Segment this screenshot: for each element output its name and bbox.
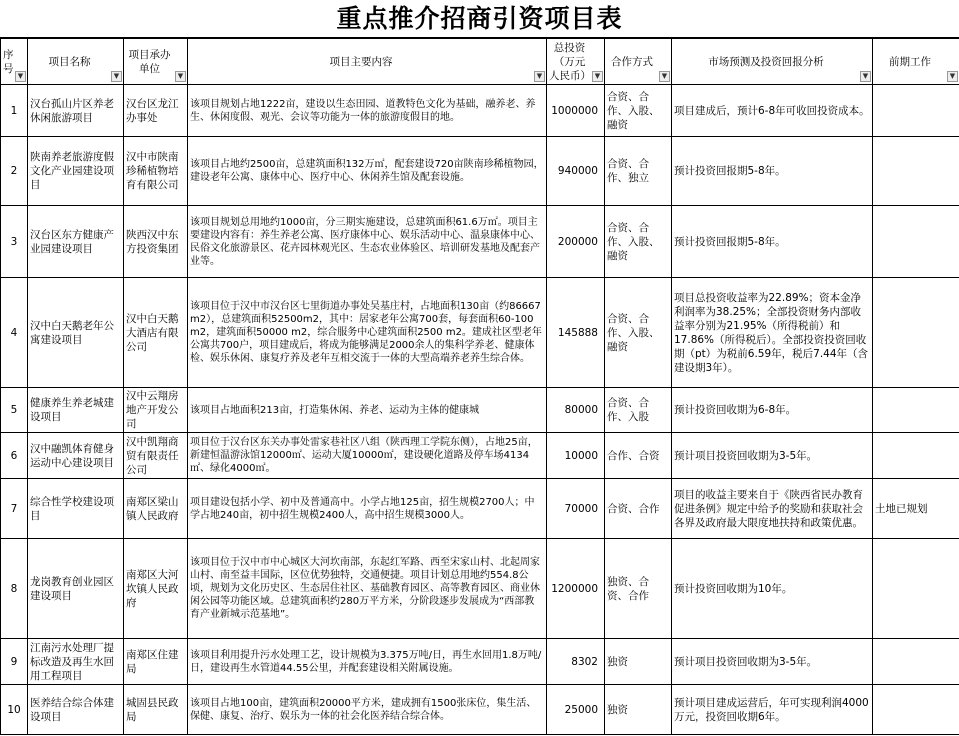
cell-no[interactable]: 10 [1,685,28,735]
cell-org[interactable]: 城固县民政局 [124,685,188,735]
filter-dropdown-icon[interactable]: ▼ [175,71,186,82]
cell-prep[interactable] [873,85,959,137]
cell-invest[interactable]: 1200000 [547,539,605,639]
cell-mode[interactable]: 合资、合作 [605,479,672,539]
cell-analysis[interactable]: 预计投资回报期5-8年。 [672,137,873,206]
table-row [1,639,959,685]
cell-content[interactable]: 项目位于汉台区东关办事处雷家巷社区八组（陕西理工学院东侧），占地25亩，新建恒温游泳馆12000㎡、运动大厦10000㎡，建设硬化道路及停车场4134㎡、绿化4000㎡。 [188,433,547,479]
cell-invest[interactable]: 25000 [547,685,605,735]
cell-name[interactable]: 健康养生养老城建设项目 [28,388,124,433]
cell-mode[interactable]: 合资、合作、入股、融资 [605,206,672,278]
filter-dropdown-icon[interactable]: ▼ [534,71,545,82]
cell-content[interactable]: 该项目占地100亩，建筑面积20000平方米，建成拥有1500张床位，集生活、保健、康复、治疗、娱乐为一体的社会化医养结合综合体。 [188,685,547,735]
cell-no[interactable]: 8 [1,539,28,639]
cell-no[interactable]: 7 [1,479,28,539]
cell-invest[interactable]: 8302 [547,639,605,685]
cell-content[interactable]: 该项目利用提升污水处理工艺，设计规模为3.375万吨/日，再生水回用1.8万吨/日，建设再生水管道44.55公里，并配套建设相关附属设施。 [188,639,547,685]
cell-mode[interactable]: 合资、合作、入股、融资 [605,278,672,388]
cell-name[interactable]: 汉中融凯体育健身运动中心建设项目 [28,433,124,479]
cell-prep[interactable] [873,278,959,388]
cell-content[interactable]: 该项目位于汉中市汉台区七里街道办事处吴基庄村，占地面积130亩（约86667 m2），总建筑面积52500m2，其中：居家老年公寓700套，每套面积60-100 m2，建筑面积50000 m2，综合服务中心建筑面积2500 m2。建成社区型老年公寓共700户，项目建成后，将成为能够满足2000余人的集科学养老、健康体检、娱乐休闲、康复疗养及老年互相交流于一体的大型高端养老养生综合体。 [188,278,547,388]
page-title: 重点推介招商引资项目表 [0,0,959,38]
cell-analysis[interactable]: 项目的收益主要来自于《陕西省民办教育促进条例》规定中给予的奖励和获取社会各界及政府最大限度地扶持和政策优惠。 [672,479,873,539]
cell-invest[interactable]: 145888 [547,278,605,388]
table-row [1,433,959,479]
cell-org[interactable]: 南郑区梁山镇人民政府 [124,479,188,539]
col-header-analysis: 市场预测及投资回报分析 ▼ [672,39,873,85]
cell-name[interactable]: 汉台区东方健康产业园建设项目 [28,206,124,278]
col-header-invest: 总投资（万元人民币） ▼ [547,39,605,85]
table-row [1,206,959,278]
cell-mode[interactable]: 合作、合资 [605,433,672,479]
cell-content[interactable]: 项目建设包括小学、初中及普通高中。小学占地125亩，招生规模2700人；中学占地240亩，初中招生规模2400人，高中招生规模3000人。 [188,479,547,539]
table-row [1,278,959,388]
cell-invest[interactable]: 200000 [547,206,605,278]
cell-name[interactable]: 医养结合综合体建设项目 [28,685,124,735]
cell-org[interactable]: 汉中白天鹅大酒店有限公司 [124,278,188,388]
cell-org[interactable]: 南郑区住建局 [124,639,188,685]
cell-analysis[interactable]: 预计投资回收期为10年。 [672,539,873,639]
filter-dropdown-icon[interactable]: ▼ [15,71,26,82]
cell-no[interactable]: 3 [1,206,28,278]
table-row [1,685,959,735]
cell-content[interactable]: 该项目占地面积213亩，打造集休闲、养老、运动为主体的健康城 [188,388,547,433]
header-row [1,39,959,85]
table-row [1,85,959,137]
col-header-org: 项目承办单位 ▼ [124,39,188,85]
cell-mode[interactable]: 合资、合作、入股 [605,388,672,433]
cell-analysis[interactable]: 预计投资回报期5-8年。 [672,206,873,278]
cell-name[interactable]: 江南污水处理厂提标改造及再生水回用工程项目 [28,639,124,685]
cell-invest[interactable]: 10000 [547,433,605,479]
col-header-content: 项目主要内容 ▼ [188,39,547,85]
table-row [1,388,959,433]
cell-mode[interactable]: 独资、合资、合作 [605,539,672,639]
cell-name[interactable]: 综合性学校建设项目 [28,479,124,539]
cell-content[interactable]: 该项目规划占地1222亩，建设以生态田园、道教特色文化为基础，融养老、养生、休闲度假、观光、会议等功能为一体的旅游度假目的地。 [188,85,547,137]
filter-dropdown-icon[interactable]: ▼ [592,71,603,82]
project-table [0,38,959,735]
cell-analysis[interactable]: 项目建成后，预计6-8年可收回投资成本。 [672,85,873,137]
cell-invest[interactable]: 80000 [547,388,605,433]
cell-org[interactable]: 汉中云翔房地产开发公司 [124,388,188,433]
cell-mode[interactable]: 独资 [605,639,672,685]
cell-analysis[interactable]: 项目总投资收益率为22.89%；资本金净利润率为38.25%；全部投资财务内部收益率分别为21.95%（所得税前）和17.86%（所得税后）。全部投资投资回收期（pt）为税前6.59年，税后7.44年（含建设期3年）。 [672,278,873,388]
cell-prep[interactable] [873,539,959,639]
filter-dropdown-icon[interactable]: ▼ [947,71,958,82]
cell-prep[interactable] [873,433,959,479]
cell-no[interactable]: 9 [1,639,28,685]
cell-org[interactable]: 汉中凯翔商贸有限责任公司 [124,433,188,479]
cell-mode[interactable]: 合资、合作、独立 [605,137,672,206]
cell-invest[interactable]: 70000 [547,479,605,539]
filter-dropdown-icon[interactable]: ▼ [111,71,122,82]
cell-prep[interactable] [873,137,959,206]
cell-name[interactable]: 龙岗教育创业园区建设项目 [28,539,124,639]
cell-org[interactable]: 陕西汉中东方投资集团 [124,206,188,278]
cell-analysis[interactable]: 预计项目建成运营后，年可实现利润4000万元，投资回收期6年。 [672,685,873,735]
cell-no[interactable]: 6 [1,433,28,479]
cell-no[interactable]: 5 [1,388,28,433]
cell-prep[interactable] [873,685,959,735]
cell-prep[interactable] [873,206,959,278]
cell-org[interactable]: 汉中市陕南珍稀植物培育有限公司 [124,137,188,206]
cell-name[interactable]: 汉中白天鹅老年公寓建设项目 [28,278,124,388]
col-header-prep: 前期工作 ▼ [873,39,959,85]
cell-content[interactable]: 该项目规划总用地约1000亩，分三期实施建设，总建筑面积61.6万㎡。项目主要建设内容有：养生养老公寓、医疗康体中心、娱乐活动中心、温泉康体中心、民俗文化旅游景区、花卉园林观光区、生态农业体验区、培训研发基地及配套产业等。 [188,206,547,278]
cell-analysis[interactable]: 预计投资回收期为6-8年。 [672,388,873,433]
cell-content[interactable]: 该项目占地约2500亩，总建筑面积132万㎡，配套建设720亩陕南珍稀植物园，建设老年公寓、康体中心、医疗中心、休闲养生馆及配套设施。 [188,137,547,206]
col-header-mode: 合作方式 ▼ [605,39,672,85]
table-row [1,539,959,639]
cell-mode[interactable]: 独资 [605,685,672,735]
filter-dropdown-icon[interactable]: ▼ [860,71,871,82]
cell-no[interactable]: 2 [1,137,28,206]
cell-prep[interactable] [873,388,959,433]
cell-invest[interactable]: 1000000 [547,85,605,137]
cell-org[interactable]: 汉台区龙江办事处 [124,85,188,137]
cell-prep[interactable]: 土地已规划 [873,479,959,539]
cell-no[interactable]: 1 [1,85,28,137]
cell-analysis[interactable]: 预计项目投资回收期为3-5年。 [672,639,873,685]
cell-invest[interactable]: 940000 [547,137,605,206]
col-header-no: 序号 ▼ [1,39,28,85]
cell-mode[interactable]: 合资、合作、入股、融资 [605,85,672,137]
cell-prep[interactable] [873,639,959,685]
filter-dropdown-icon[interactable]: ▼ [659,71,670,82]
col-header-name: 项目名称 ▼ [28,39,124,85]
table-row [1,137,959,206]
cell-name[interactable]: 陕南养老旅游度假文化产业园建设项目 [28,137,124,206]
cell-no[interactable]: 4 [1,278,28,388]
cell-content[interactable]: 该项目位于汉中市中心城区大河坎南部，东起红军路、西至宋家山村、北起周家山村、南至益丰国际，区位优势独特，交通便捷。项目计划总用地约554.8公顷，规划为文化历史区、生态居住社区、基础教育园区、高等教育园区、商业休闲公园等功能区域。总建筑面积约280万平方米，分阶段逐步发展成为“西部教育产业新城示范基地”。 [188,539,547,639]
cell-analysis[interactable]: 预计项目投资回收期为3-5年。 [672,433,873,479]
cell-org[interactable]: 南郑区大河坎镇人民政府 [124,539,188,639]
cell-name[interactable]: 汉台孤山片区养老休闲旅游项目 [28,85,124,137]
table-row [1,479,959,539]
